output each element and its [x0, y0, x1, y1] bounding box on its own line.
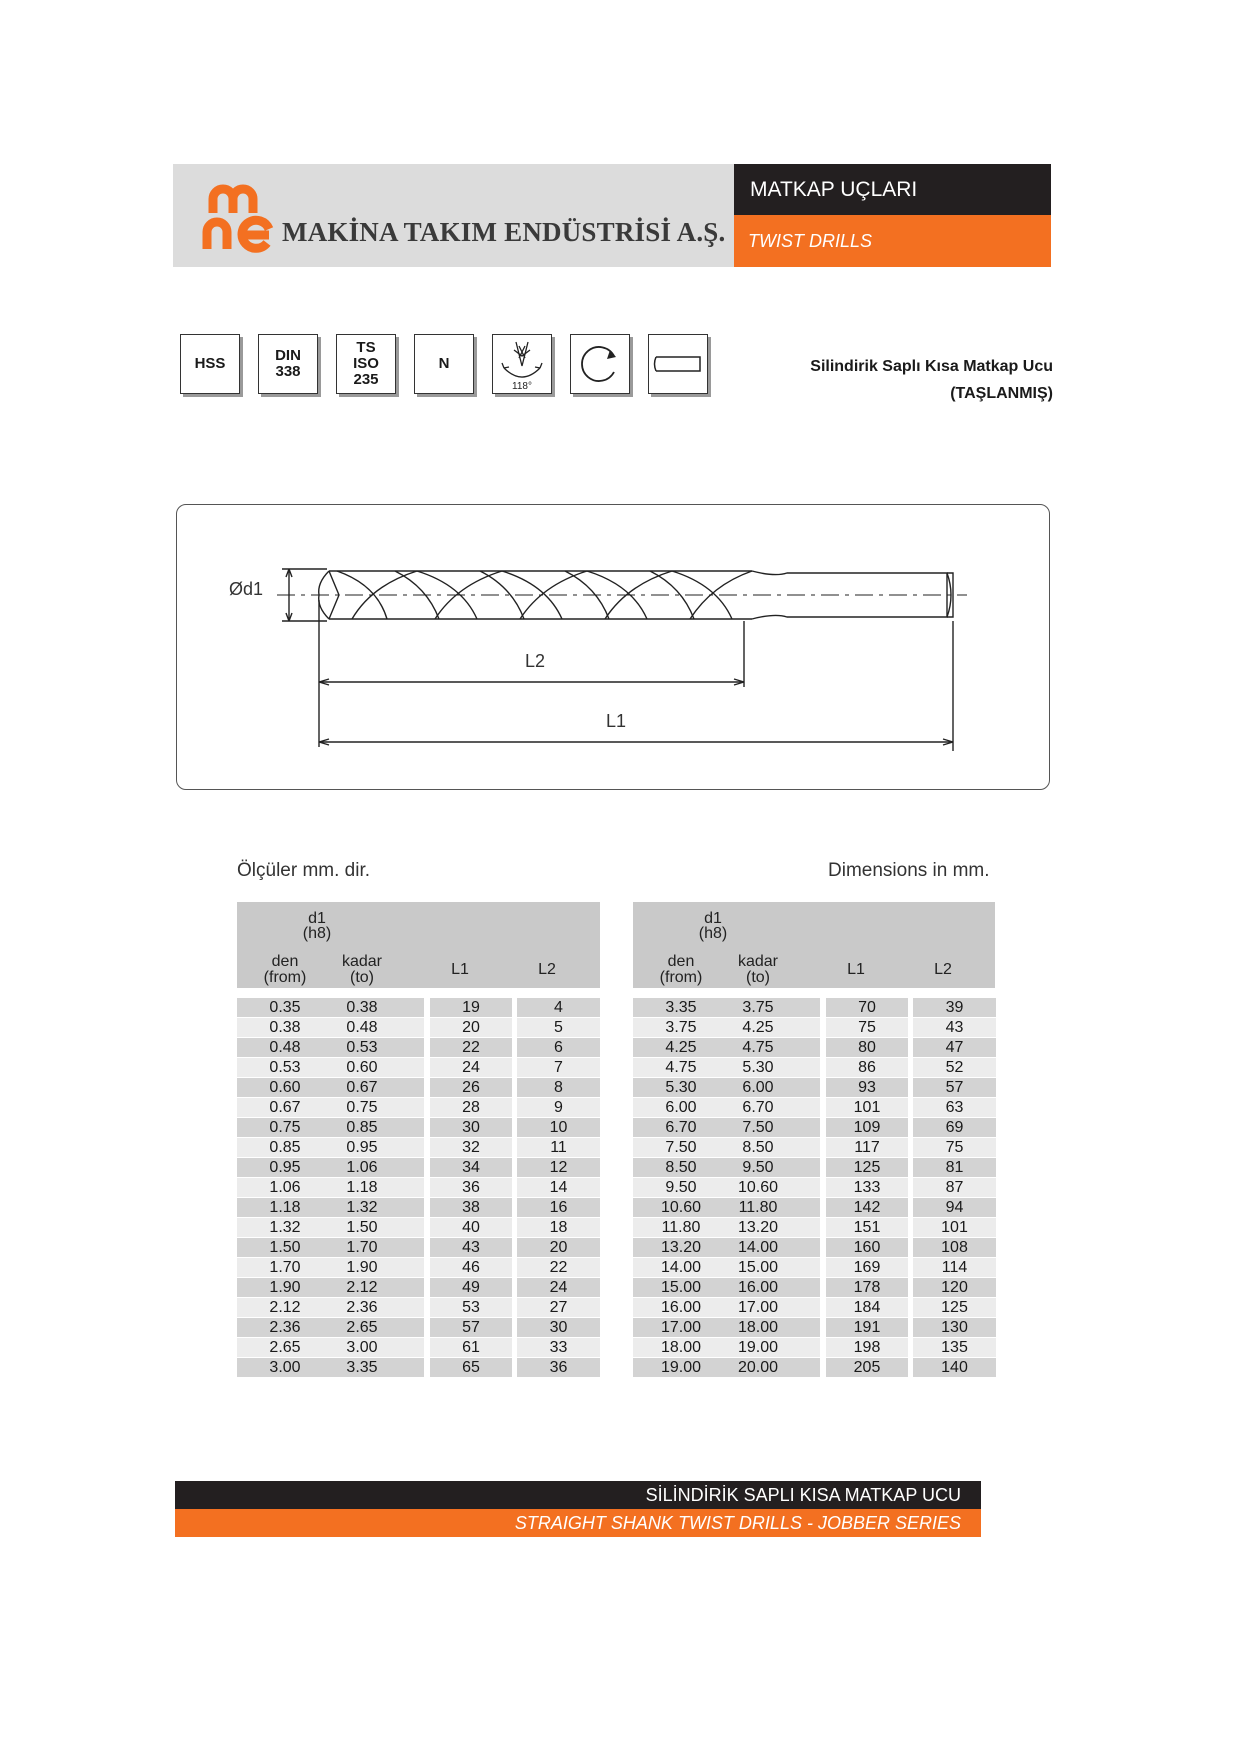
cell-from: 1.90	[269, 1279, 301, 1296]
cell-to: 0.53	[346, 1039, 378, 1056]
cell-l2: 24	[549, 1279, 568, 1296]
table-row	[237, 1138, 600, 1158]
cell-l2: 9	[554, 1099, 563, 1116]
table-row	[237, 1038, 600, 1058]
cell-l2: 6	[554, 1039, 563, 1056]
cell-l1: 142	[853, 1199, 881, 1216]
cell-to: 9.50	[742, 1159, 774, 1176]
cell-l2: 14	[549, 1179, 568, 1196]
cell-l2: 12	[549, 1159, 568, 1176]
th-l2: L2	[934, 961, 952, 978]
company-name: MAKİNA TAKIM ENDÜSTRİSİ A.Ş.	[282, 217, 726, 247]
cell-to: 1.50	[346, 1219, 378, 1236]
th-kadar: kadar	[737, 953, 779, 970]
cell-l2: 120	[941, 1279, 968, 1296]
table-row	[633, 1078, 995, 1098]
cell-l1: 191	[853, 1319, 881, 1336]
cell-from: 4.25	[665, 1039, 697, 1056]
cell-l2: 52	[945, 1059, 964, 1076]
th-l2: L2	[538, 961, 556, 978]
cell-l1: 36	[462, 1179, 480, 1196]
label-l2: L2	[525, 651, 546, 671]
cell-to: 15.00	[737, 1259, 779, 1276]
cell-l1: 46	[462, 1259, 480, 1276]
cell-l1: 57	[462, 1319, 480, 1336]
th-h8: (h8)	[302, 925, 332, 942]
cell-l1: 75	[858, 1019, 876, 1036]
cell-to: 1.70	[346, 1239, 378, 1256]
cell-l1: 125	[853, 1159, 881, 1176]
cell-from: 0.95	[269, 1159, 301, 1176]
th-den: den	[667, 953, 695, 970]
table-row	[633, 1138, 995, 1158]
cell-l2: 22	[549, 1259, 568, 1276]
cell-from: 1.18	[269, 1199, 301, 1216]
cell-to: 6.70	[742, 1099, 774, 1116]
cell-l2: 94	[945, 1199, 964, 1216]
cell-l2: 135	[941, 1339, 968, 1356]
th-l1: L1	[451, 961, 469, 978]
th-from: (from)	[659, 969, 703, 986]
cell-to: 1.18	[346, 1179, 378, 1196]
cell-from: 11.80	[661, 1219, 701, 1236]
cell-from: 0.35	[269, 999, 301, 1016]
cell-to: 0.85	[346, 1119, 378, 1136]
table-row	[633, 1218, 995, 1238]
cell-from: 3.35	[665, 999, 697, 1016]
cell-from: 3.75	[665, 1019, 697, 1036]
table-row	[633, 1338, 995, 1358]
footer-title-en: STRAIGHT SHANK TWIST DRILLS - JOBBER SERIES	[175, 1509, 981, 1537]
cell-from: 5.30	[665, 1079, 697, 1096]
cell-l2: 63	[945, 1099, 964, 1116]
cell-l2: 101	[941, 1219, 968, 1236]
cell-l2: 20	[549, 1239, 568, 1256]
cell-l2: 7	[554, 1059, 563, 1076]
cell-from: 0.75	[269, 1119, 301, 1136]
cell-l2: 87	[945, 1179, 964, 1196]
units-en: Dimensions in mm.	[828, 860, 990, 881]
table-row	[237, 1078, 600, 1098]
cell-to: 0.67	[346, 1079, 378, 1096]
th-kadar: kadar	[341, 953, 383, 970]
cell-l1: 160	[853, 1239, 881, 1256]
table-row	[237, 1098, 600, 1118]
cell-l1: 26	[462, 1079, 480, 1096]
cell-l2: 125	[941, 1299, 968, 1316]
cell-l2: 114	[941, 1259, 968, 1276]
table-row	[633, 1238, 995, 1258]
spec-type-n: N	[414, 334, 474, 394]
th-h8: (h8)	[698, 925, 728, 942]
spec-ts-iso: TS ISO 235	[336, 334, 396, 394]
cell-to: 13.20	[737, 1219, 779, 1236]
table-row	[633, 1118, 995, 1138]
table-row	[237, 1258, 600, 1278]
table-row	[633, 1278, 995, 1298]
cell-l1: 101	[853, 1099, 881, 1116]
subtitle-line1: Silindirik Saplı Kısa Matkap Ucu	[810, 358, 1053, 375]
cell-l2: 81	[945, 1159, 964, 1176]
cell-l1: 65	[462, 1359, 480, 1376]
table-row	[633, 1298, 995, 1318]
point-angle-icon	[492, 334, 552, 394]
cell-l1: 22	[462, 1039, 480, 1056]
cell-from: 10.60	[660, 1199, 702, 1216]
cell-l1: 169	[853, 1259, 881, 1276]
footer-title-tr: SİLİNDİRİK SAPLI KISA MATKAP UCU	[175, 1481, 981, 1509]
cell-l1: 133	[853, 1179, 881, 1196]
th-den: den	[271, 953, 299, 970]
table-row	[633, 1098, 995, 1118]
product-subtitle	[810, 353, 1053, 407]
cell-to: 11.80	[738, 1199, 778, 1216]
cell-from: 2.12	[269, 1299, 301, 1316]
cell-from: 13.20	[660, 1239, 702, 1256]
cell-from: 0.38	[269, 1019, 301, 1036]
cell-to: 3.75	[742, 999, 774, 1016]
cell-l1: 19	[462, 999, 480, 1016]
cell-l2: 43	[945, 1019, 964, 1036]
th-to: (to)	[746, 969, 770, 986]
cell-l2: 140	[941, 1359, 968, 1376]
cell-l1: 34	[462, 1159, 480, 1176]
cell-l2: 10	[549, 1119, 568, 1136]
cell-to: 5.30	[742, 1059, 774, 1076]
cell-to: 0.75	[346, 1099, 378, 1116]
table-row	[237, 1198, 600, 1218]
drill-drawing-frame	[176, 504, 1050, 790]
cell-l2: 33	[549, 1339, 568, 1356]
cell-to: 1.06	[346, 1159, 378, 1176]
table-row	[237, 1238, 600, 1258]
cell-from: 2.65	[269, 1339, 301, 1356]
mte-logo	[195, 177, 275, 253]
table-row	[633, 1018, 995, 1038]
cylindrical-shank-icon	[648, 334, 708, 394]
cell-to: 1.90	[346, 1259, 378, 1276]
cell-to: 0.95	[346, 1139, 378, 1156]
table-row	[237, 1338, 600, 1358]
cell-from: 7.50	[665, 1139, 697, 1156]
cell-from: 0.85	[269, 1139, 301, 1156]
table-row	[633, 1178, 995, 1198]
cell-to: 19.00	[737, 1339, 779, 1356]
cell-to: 10.60	[737, 1179, 779, 1196]
cell-l2: 130	[941, 1319, 968, 1336]
cell-to: 4.75	[742, 1039, 774, 1056]
table-row	[633, 998, 995, 1018]
table-row	[633, 1258, 995, 1278]
cell-to: 14.00	[737, 1239, 779, 1256]
table-row	[237, 1318, 600, 1338]
table-row	[237, 998, 600, 1018]
cell-l1: 43	[462, 1239, 480, 1256]
cell-l1: 80	[858, 1039, 876, 1056]
cell-to: 0.60	[346, 1059, 378, 1076]
cell-l1: 93	[858, 1079, 876, 1096]
cell-l2: 4	[554, 999, 563, 1016]
table-row	[237, 1018, 600, 1038]
table-row	[237, 1218, 600, 1238]
cell-to: 3.00	[346, 1339, 378, 1356]
cell-from: 14.00	[660, 1259, 702, 1276]
cell-to: 6.00	[742, 1079, 774, 1096]
cell-from: 1.32	[269, 1219, 301, 1236]
th-l1: L1	[847, 961, 865, 978]
cell-l2: 39	[945, 999, 964, 1016]
cell-to: 4.25	[742, 1019, 774, 1036]
drill-drawing	[177, 505, 1051, 791]
cell-to: 7.50	[742, 1119, 774, 1136]
cell-l1: 151	[853, 1219, 881, 1236]
table-row	[633, 1198, 995, 1218]
subtitle-line2: (TAŞLANMIŞ)	[950, 385, 1053, 402]
th-d1: d1	[308, 910, 326, 927]
cell-from: 6.70	[665, 1119, 697, 1136]
cell-l1: 198	[853, 1339, 881, 1356]
cell-from: 1.70	[269, 1259, 301, 1276]
rotation-icon	[570, 334, 630, 394]
table-row	[237, 1058, 600, 1078]
cell-from: 8.50	[665, 1159, 697, 1176]
cell-to: 20.00	[737, 1359, 779, 1376]
spec-din: DIN 338	[258, 334, 318, 394]
cell-l1: 61	[462, 1339, 480, 1356]
cell-from: 9.50	[665, 1179, 697, 1196]
cell-l1: 38	[462, 1199, 480, 1216]
table-row	[237, 1358, 600, 1378]
cell-to: 3.35	[346, 1359, 378, 1376]
table-right-header	[633, 902, 995, 988]
cell-from: 0.53	[269, 1059, 301, 1076]
table-row	[633, 1038, 995, 1058]
table-row	[633, 1158, 995, 1178]
cell-l1: 184	[853, 1299, 881, 1316]
cell-l2: 75	[945, 1139, 964, 1156]
header-title-en: TWIST DRILLS	[734, 215, 1051, 267]
cell-l2: 69	[945, 1119, 964, 1136]
cell-to: 8.50	[742, 1139, 774, 1156]
label-l1: L1	[606, 711, 627, 731]
cell-to: 17.00	[737, 1299, 779, 1316]
cell-to: 18.00	[737, 1319, 779, 1336]
cell-l1: 30	[462, 1119, 480, 1136]
cell-l1: 178	[853, 1279, 881, 1296]
cell-to: 1.32	[346, 1199, 378, 1216]
th-to: (to)	[350, 969, 374, 986]
th-from: (from)	[263, 969, 307, 986]
cell-l1: 109	[853, 1119, 881, 1136]
table-row	[633, 1058, 995, 1078]
cell-to: 16.00	[737, 1279, 779, 1296]
table-row	[633, 1318, 995, 1338]
cell-from: 6.00	[665, 1099, 697, 1116]
cell-l2: 8	[554, 1079, 563, 1096]
cell-l1: 205	[853, 1359, 881, 1376]
table-left-header	[237, 902, 600, 988]
cell-l2: 57	[945, 1079, 964, 1096]
cell-from: 0.60	[269, 1079, 301, 1096]
table-row	[237, 1158, 600, 1178]
cell-l2: 27	[549, 1299, 568, 1316]
cell-l1: 117	[854, 1139, 880, 1156]
units-tr: Ölçüler mm. dir.	[237, 860, 371, 881]
cell-l1: 24	[462, 1059, 480, 1076]
cell-to: 0.38	[346, 999, 378, 1016]
table-row	[237, 1298, 600, 1318]
cell-l2: 36	[549, 1359, 568, 1376]
cell-from: 15.00	[660, 1279, 702, 1296]
cell-l1: 53	[462, 1299, 480, 1316]
cell-l2: 11	[550, 1139, 567, 1156]
cell-from: 1.50	[269, 1239, 301, 1256]
cell-from: 0.48	[269, 1039, 301, 1056]
cell-from: 1.06	[269, 1179, 301, 1196]
cell-l1: 49	[462, 1279, 480, 1296]
cell-l1: 70	[858, 999, 876, 1016]
point-angle-label: 118°	[512, 381, 532, 392]
cell-l2: 30	[549, 1319, 568, 1336]
cell-from: 16.00	[660, 1299, 702, 1316]
header-title-tr: MATKAP UÇLARI	[734, 164, 1051, 215]
cell-l2: 5	[554, 1019, 563, 1036]
cell-l1: 86	[858, 1059, 876, 1076]
th-d1: d1	[704, 910, 722, 927]
table-row	[237, 1178, 600, 1198]
cell-l1: 20	[462, 1019, 480, 1036]
cell-l1: 28	[462, 1099, 480, 1116]
cell-l2: 18	[549, 1219, 568, 1236]
cell-from: 19.00	[660, 1359, 702, 1376]
table-row	[633, 1358, 995, 1378]
cell-from: 3.00	[269, 1359, 301, 1376]
cell-from: 4.75	[665, 1059, 697, 1076]
cell-from: 0.67	[269, 1099, 301, 1116]
cell-l2: 16	[549, 1199, 568, 1216]
table-row	[237, 1118, 600, 1138]
cell-l1: 40	[462, 1219, 480, 1236]
cell-to: 0.48	[346, 1019, 378, 1036]
cell-l2: 47	[945, 1039, 964, 1056]
cell-from: 2.36	[269, 1319, 301, 1336]
cell-to: 2.36	[346, 1299, 378, 1316]
cell-l1: 32	[462, 1139, 480, 1156]
cell-to: 2.12	[346, 1279, 378, 1296]
label-d1: Ød1	[229, 579, 264, 599]
spec-hss: HSS	[180, 334, 240, 394]
cell-from: 17.00	[660, 1319, 702, 1336]
cell-to: 2.65	[346, 1319, 378, 1336]
cell-from: 18.00	[660, 1339, 702, 1356]
cell-l2: 108	[941, 1239, 968, 1256]
table-row	[237, 1278, 600, 1298]
